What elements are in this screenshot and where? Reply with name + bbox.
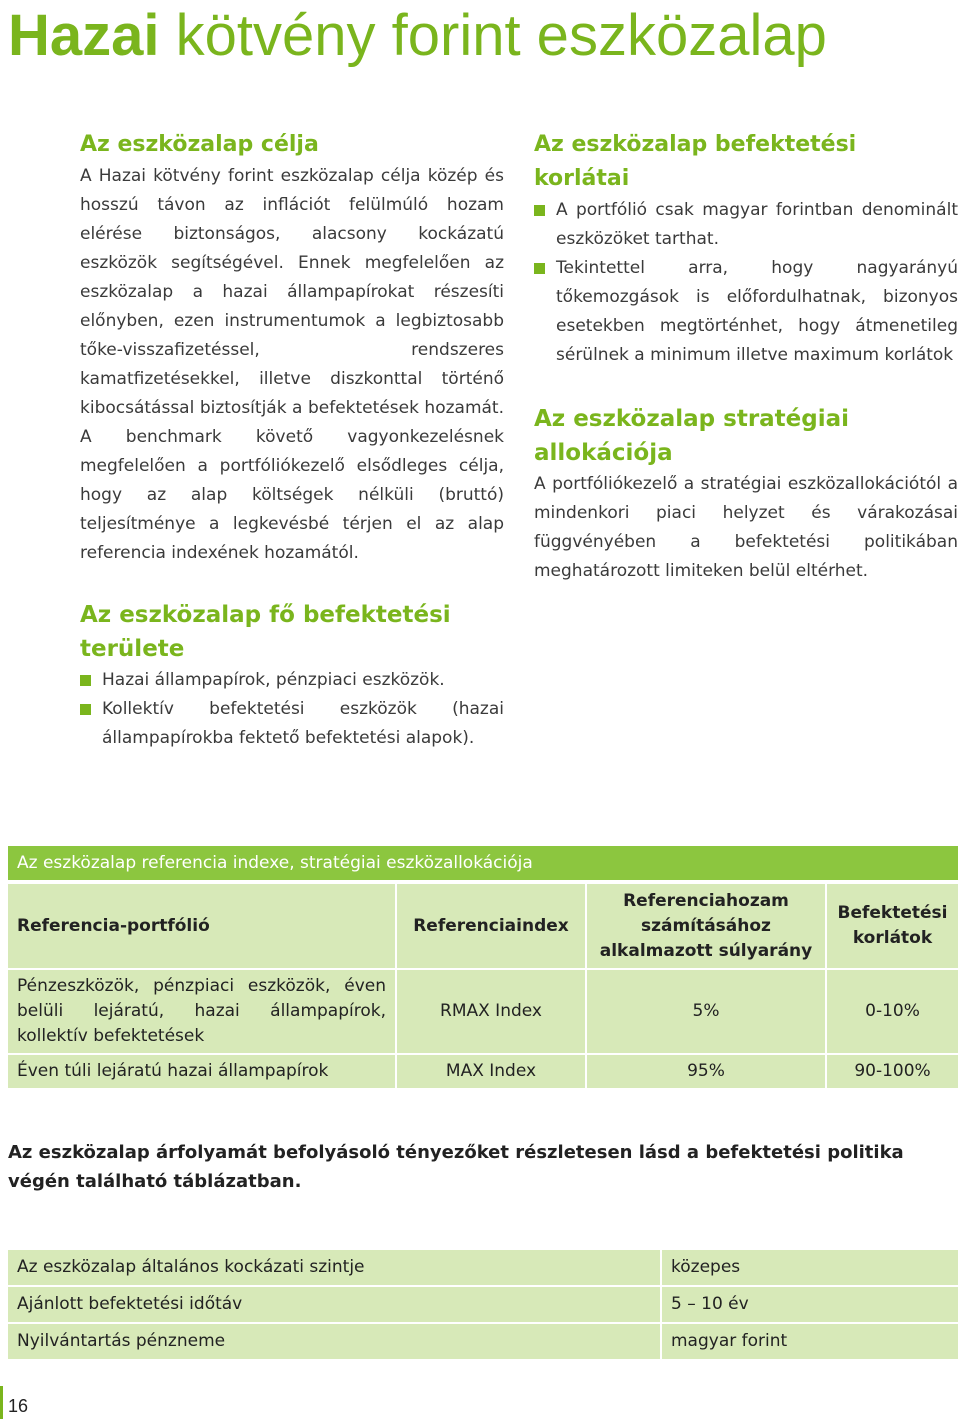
list-item xyxy=(534,196,958,254)
table-row xyxy=(8,1287,958,1322)
table-cell: 0-10% xyxy=(827,970,958,1053)
main-area-heading: Az eszközalap fő befektetési területe xyxy=(80,602,451,662)
table-header-row xyxy=(8,884,958,968)
info-table xyxy=(8,1248,958,1361)
list-item xyxy=(80,666,504,695)
bullet-square-icon xyxy=(534,205,545,216)
table-cell: Pénzeszközök, pénzpiaci eszközök, éven belüli lejáratú, hazai állampapírok, kollektív befektetések xyxy=(8,970,397,1053)
limits-heading: Az eszközalap befektetési korlátai xyxy=(534,132,857,191)
list-item xyxy=(80,695,504,753)
main-area-list xyxy=(80,666,504,753)
header-cell: Befektetési korlátok xyxy=(827,884,958,968)
table-row xyxy=(8,1324,958,1359)
table-cell: RMAX Index xyxy=(397,970,587,1053)
note-text: Az eszközalap árfolyamát befolyásoló tényezőket részletesen lásd a befektetési politika végén található táblázatban. xyxy=(8,1142,904,1192)
reference-table-title: Az eszközalap referencia indexe, stratégiai eszközallokációja xyxy=(8,846,958,880)
goal-heading: Az eszközalap célja xyxy=(80,132,319,157)
limits-list xyxy=(534,196,958,370)
list-item-text: Kollektív befektetési eszközök (hazai állampapírokba fektető befektetési alapok). xyxy=(102,699,504,748)
bullet-square-icon xyxy=(80,675,91,686)
table-cell: 95% xyxy=(587,1055,827,1088)
page-number-bar xyxy=(0,1386,3,1419)
page-title-rest: kötvény forint eszközalap xyxy=(159,3,827,68)
table-cell: magyar forint xyxy=(662,1324,958,1359)
bullet-square-icon xyxy=(80,704,91,715)
reference-table xyxy=(8,882,958,1090)
table-cell: Az eszközalap általános kockázati szintje xyxy=(8,1250,662,1285)
table-cell: Nyilvántartás pénzneme xyxy=(8,1324,662,1359)
bullet-square-icon xyxy=(534,263,545,274)
list-item xyxy=(534,254,958,370)
header-cell: Referencia-portfólió xyxy=(8,884,397,968)
header-cell: Referenciahozam számításához alkalmazott súlyarány xyxy=(587,884,827,968)
table-cell: Éven túli lejáratú hazai állampapírok xyxy=(8,1055,397,1088)
strategic-heading: Az eszközalap stratégiai allokációja xyxy=(534,406,850,466)
page-title-bold: Hazai xyxy=(8,3,160,68)
table-cell: Ajánlott befektetési időtáv xyxy=(8,1287,662,1322)
table-cell: közepes xyxy=(662,1250,958,1285)
table-row xyxy=(8,1055,958,1088)
table-row xyxy=(8,970,958,1053)
table-cell: 90-100% xyxy=(827,1055,958,1088)
table-cell: 5% xyxy=(587,970,827,1053)
right-column xyxy=(534,128,958,586)
header-cell: Referenciaindex xyxy=(397,884,587,968)
list-item-text: Tekintettel arra, hogy nagyarányú tőkemozgások is előfordulhatnak, bizonyos esetekben megtörténhet, hogy átmenetileg sérülnek a minimum illetve maximum korlátok xyxy=(556,258,958,365)
left-column xyxy=(80,128,504,753)
strategic-text: A portfóliókezelő a stratégiai eszközallokációtól a mindenkori piaci helyzet és várakozásai függvényében a befektetési politikában meghatározott limiteken belül eltérhet. xyxy=(534,474,958,581)
page-number: 16 xyxy=(8,1396,29,1416)
table-row xyxy=(8,1250,958,1285)
page-title xyxy=(8,0,827,72)
list-item-text: A portfólió csak magyar forintban denominált eszközöket tarthat. xyxy=(556,200,958,249)
list-item-text: Hazai állampapírok, pénzpiaci eszközök. xyxy=(102,670,445,690)
table-cell: MAX Index xyxy=(397,1055,587,1088)
table-cell: 5 – 10 év xyxy=(662,1287,958,1322)
goal-text: A Hazai kötvény forint eszközalap célja közép és hosszú távon az inflációt felülmúló hozam elérése biztonságos, alacsony kockázatú eszközök segítségével. Ennek megfelelően az eszközalap a hazai állampapírokat részesíti előnyben, ezen instrumentumok a legbiztosabb tőke-visszafizetéssel, rendszeres kamatfizetésekkel, illetve diszkonttal történő kibocsátással biztosítják a befektetések hozamát. A benchmark követő vagyonkezelésnek megfelelően a portfóliókezelő elsődleges célja, hogy az alap költségek nélküli (bruttó) teljesítménye a legkevésbé térjen el az alap referencia indexének hozamától. xyxy=(80,166,504,563)
